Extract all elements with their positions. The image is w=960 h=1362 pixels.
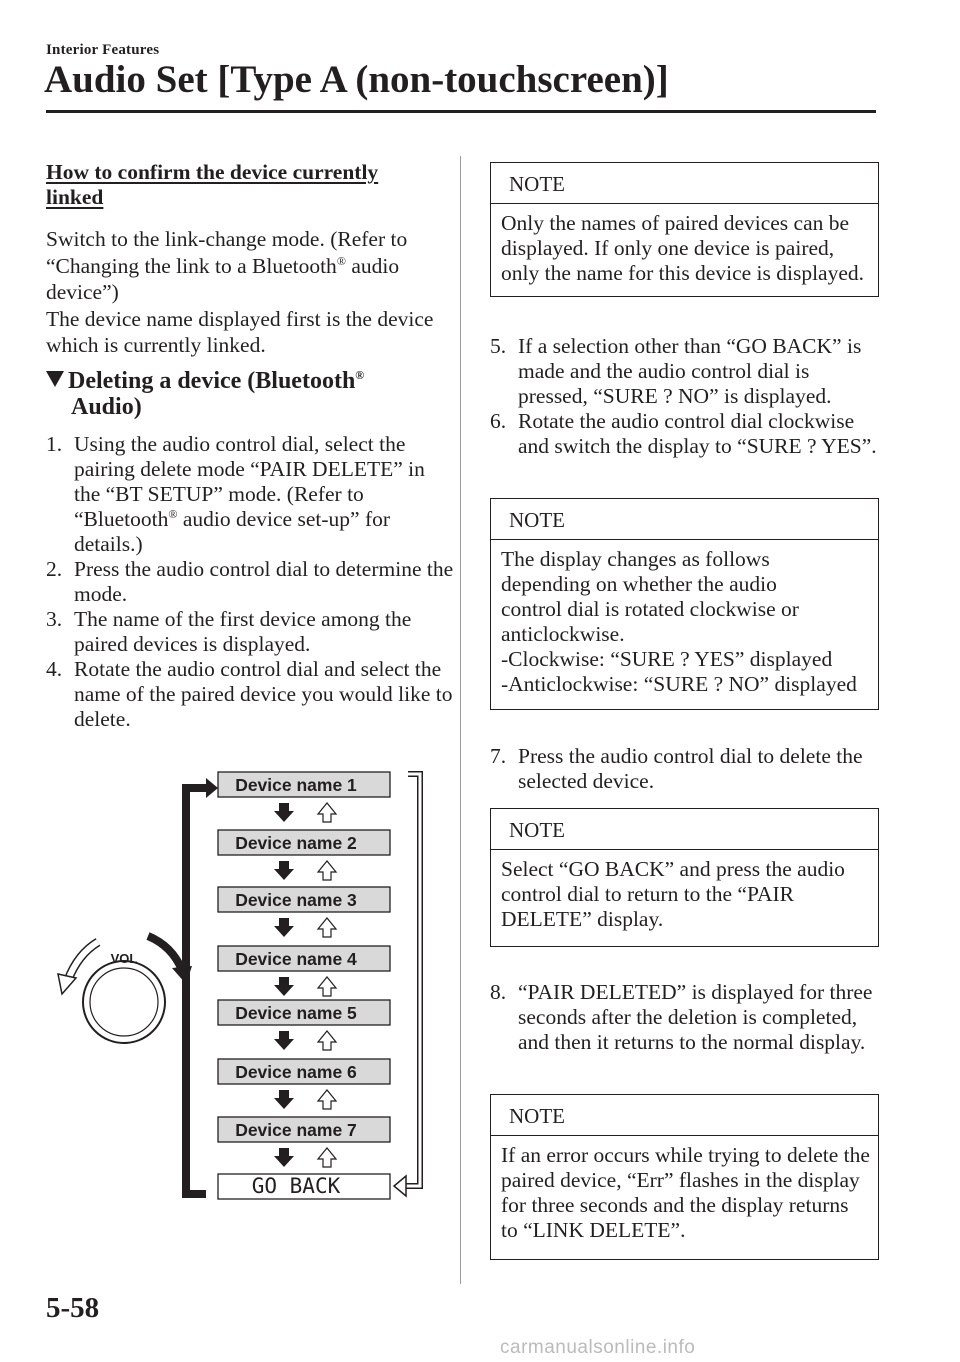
- note-box: [490, 1094, 879, 1260]
- step-text: Rotate the audio control dial and select the name of the paired device you would like to delete.: [74, 657, 453, 731]
- device-name-label: Device name 3: [235, 890, 357, 910]
- device-name-label: Device name 5: [235, 1003, 357, 1023]
- note-text: Only the names of paired devices can be displayed. If only one device is paired, only the name for this device is displayed.: [501, 211, 865, 285]
- step-text: “PAIR DELETED” is displayed for three seconds after the deletion is completed, and then it returns to the normal display.: [518, 980, 873, 1054]
- down-arrow-icon: [274, 918, 294, 937]
- step-item: [46, 607, 456, 657]
- para2-text: The device name displayed first is the device which is currently linked.: [46, 306, 434, 357]
- step-item: [490, 409, 880, 459]
- step-text: Rotate the audio control dial clockwise and switch the display to “SURE ? YES”.: [518, 409, 877, 458]
- note-line: depending on whether the audio: [501, 572, 777, 596]
- down-arrow-icon: [274, 1148, 294, 1167]
- note-label: NOTE: [491, 499, 878, 540]
- note-label: NOTE: [491, 1095, 878, 1136]
- para1-text: Switch to the link-change mode. (Refer to “Changing the link to a Bluetooth: [46, 227, 408, 278]
- device-name-list: [218, 772, 390, 1199]
- go-back-label: GO BACK: [251, 1174, 341, 1198]
- step-number: 3.: [46, 607, 63, 631]
- note-line: -Anticlockwise: “SURE ? NO” displayed: [501, 672, 857, 696]
- note-label: NOTE: [491, 163, 878, 204]
- down-arrow-icon: [274, 861, 294, 880]
- registered-mark: ®: [168, 506, 178, 521]
- step-text-end: audio device set-up” for details.): [74, 507, 391, 556]
- page-number: 5-58: [46, 1292, 100, 1324]
- para1-text-end: audio device”): [46, 253, 400, 304]
- step-text: If a selection other than “GO BACK” is made and the audio control dial is pressed, “SURE ? NO” is displayed.: [518, 334, 862, 408]
- note-label: NOTE: [491, 809, 878, 850]
- delete-steps-list: [46, 432, 456, 732]
- device-name-label: Device name 1: [235, 775, 357, 795]
- triangle-bullet-icon: [46, 371, 64, 387]
- confirm-device-paragraph: [46, 226, 446, 359]
- step-item: [490, 334, 880, 409]
- subheading-text: Deleting a device (Bluetooth: [68, 368, 356, 394]
- step-text: The name of the first device among the paired devices is displayed.: [74, 607, 412, 656]
- step-number: 8.: [490, 980, 507, 1004]
- watermark: carmanualsonline.info: [500, 1337, 696, 1358]
- note-box: [490, 162, 879, 297]
- diagram-svg: [40, 766, 440, 1206]
- loop-line-left: [186, 788, 206, 1194]
- delete-steps-list-continued: [490, 334, 880, 459]
- up-arrow-icon: [318, 1090, 336, 1109]
- subheading-text-line2: Audio): [71, 394, 142, 420]
- step-item: [46, 657, 456, 732]
- column-divider: [460, 156, 461, 1284]
- up-arrow-icon: [318, 977, 336, 996]
- down-arrow-icon: [274, 1031, 294, 1050]
- note-line: control dial is rotated clockwise or: [501, 597, 799, 621]
- step-item: [490, 744, 880, 794]
- note-text: Select “GO BACK” and press the audio control dial to return to the “PAIR DELETE” display.: [501, 857, 845, 931]
- device-name-label: Device name 7: [235, 1120, 357, 1140]
- step-number: 6.: [490, 409, 507, 433]
- device-name-label: Device name 6: [235, 1062, 357, 1082]
- loop-arrow-icon: [206, 778, 218, 798]
- step-item: [46, 557, 456, 607]
- step-text: Press the audio control dial to delete the selected device.: [518, 744, 863, 793]
- device-name-label: Device name 4: [235, 949, 357, 969]
- device-name-label: Device name 2: [235, 833, 357, 853]
- delete-steps-list-continued: [490, 744, 880, 794]
- step-number: 4.: [46, 657, 63, 681]
- registered-mark: ®: [336, 253, 346, 268]
- up-arrow-icon: [318, 1148, 336, 1167]
- title-rule: [46, 110, 876, 113]
- up-arrow-icon: [318, 803, 336, 822]
- confirm-device-heading: How to confirm the device currently linked: [46, 160, 379, 209]
- note-line: -Clockwise: “SURE ? YES” displayed: [501, 647, 833, 671]
- step-number: 2.: [46, 557, 63, 581]
- note-box: [490, 498, 879, 710]
- step-number: 7.: [490, 744, 507, 768]
- step-text: Press the audio control dial to determine the mode.: [74, 557, 454, 606]
- audio-control-dial-icon: [58, 936, 192, 1043]
- note-text: [491, 540, 878, 709]
- down-arrow-icon: [274, 803, 294, 822]
- step-number: 5.: [490, 334, 507, 358]
- up-arrow-icon: [318, 861, 336, 880]
- loop-line-right: [404, 774, 420, 1186]
- vol-label: VOL: [110, 951, 138, 966]
- note-line: anticlockwise.: [501, 622, 625, 646]
- delete-steps-list-continued: [490, 980, 880, 1055]
- step-text: Using the audio control dial, select the pairing delete mode “PAIR DELETE” in the “BT SETUP” mode. (Refer to “Bluetooth: [74, 432, 425, 531]
- up-arrow-icon: [318, 1031, 336, 1050]
- note-text: If an error occurs while trying to delete the paired device, “Err” flashes in the display for three seconds and the display returns to “LINK DELETE”.: [501, 1143, 870, 1242]
- section-label: Interior Features: [46, 42, 160, 58]
- step-item: [46, 432, 456, 557]
- step-number: 1.: [46, 432, 63, 456]
- device-selection-diagram: [40, 766, 440, 1206]
- step-item: [490, 980, 880, 1055]
- down-arrow-icon: [274, 977, 294, 996]
- registered-mark: ®: [355, 368, 365, 382]
- down-arrow-icon: [274, 1090, 294, 1109]
- note-box: [490, 808, 879, 947]
- note-line: The display changes as follows: [501, 547, 770, 571]
- page-title: Audio Set [Type A (non-touchscreen)]: [44, 58, 669, 101]
- up-arrow-icon: [318, 918, 336, 937]
- delete-device-heading: [46, 368, 446, 420]
